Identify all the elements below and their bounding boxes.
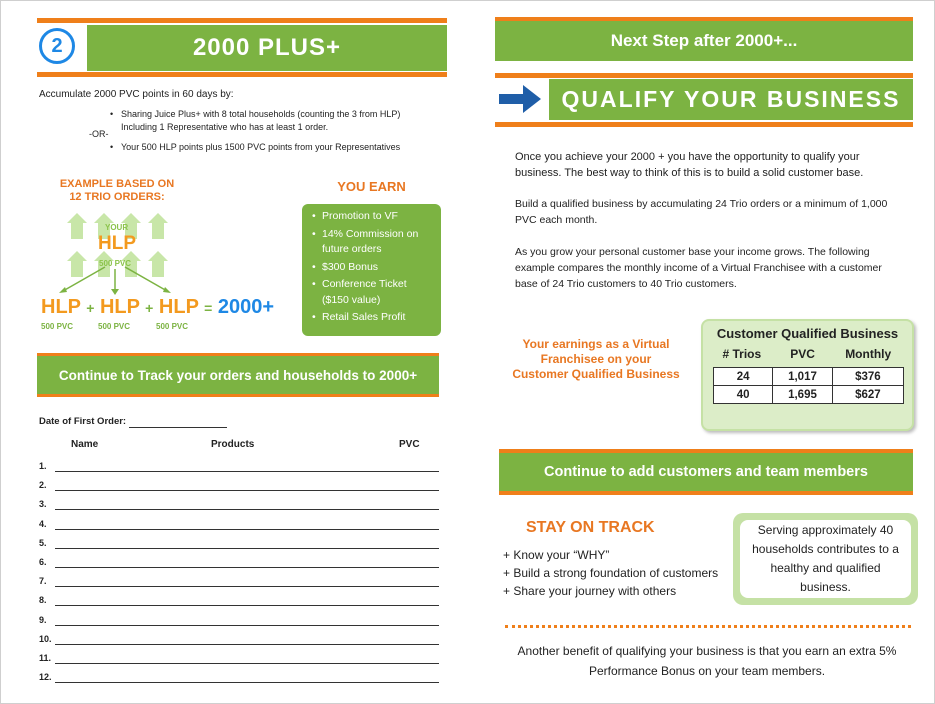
serving-inner <box>740 520 911 598</box>
pvc-label-1: 500 PVC <box>41 322 74 331</box>
house-icon <box>67 213 87 239</box>
row-number: 9. <box>39 614 47 625</box>
next-step-banner <box>495 21 913 61</box>
para-3: As you grow your personal customer base your income grows. The following example compares the monthly income of a Virtual Franchisee with a customer base of 24 Trio customers to 40 Trio customers. <box>515 246 882 290</box>
qualify-title: QUALIFY YOUR BUSINESS <box>561 86 901 112</box>
bullet-1: • Sharing Juice Plus+ with 8 total households (counting the 3 from HLP) Including 1 Representative who has at least 1 order. <box>110 109 401 132</box>
qualify-banner <box>549 79 913 120</box>
cq-header-pvc: PVC <box>790 347 815 361</box>
row-entry-line[interactable] <box>55 471 439 472</box>
col-name: Name <box>71 439 99 450</box>
cq-cell: 40 <box>714 386 773 404</box>
row-number: 7. <box>39 576 47 587</box>
track-bottom-rule <box>37 394 439 397</box>
row-entry-line[interactable] <box>55 490 439 491</box>
equation-equals: = <box>204 300 213 316</box>
arrow-right-icon <box>497 81 545 122</box>
stay-title: STAY ON TRACK <box>526 519 655 536</box>
cq-table <box>713 367 904 404</box>
stay-item: + Build a strong foundation of customers <box>503 566 719 580</box>
diagram-arrows <box>41 263 181 297</box>
qualify-top-rule <box>495 73 913 78</box>
earnings-text: Your earnings as a Virtual Franchisee on your Customer Qualified Business <box>512 337 680 381</box>
equation-hlp-3: HLP <box>158 296 199 318</box>
serving-box <box>733 513 918 605</box>
pvc-label-3: 500 PVC <box>156 322 189 331</box>
page-title: 2000 PLUS+ <box>192 34 342 61</box>
example-line-2: 12 TRIO ORDERS: <box>69 191 165 203</box>
or-label: -OR- <box>89 129 109 139</box>
equation-result: 2000+ <box>217 296 275 318</box>
row-number: 6. <box>39 557 47 567</box>
table-row <box>714 386 904 404</box>
cq-header-trios: # Trios <box>722 347 762 361</box>
continue-banner <box>499 453 913 491</box>
your-label: YOUR <box>105 223 129 232</box>
benefit-text <box>501 641 913 681</box>
center-hlp-label: HLP <box>98 233 136 254</box>
dotted-divider <box>505 625 911 628</box>
house-icon <box>148 213 168 239</box>
cq-cell: 1,017 <box>773 368 833 386</box>
stay-item: + Share your journey with others <box>503 584 677 598</box>
step-number: 2 <box>51 34 63 57</box>
row-entry-line[interactable] <box>55 548 439 549</box>
earn-item: • Promotion to VF <box>310 209 433 225</box>
row-number: 1. <box>39 461 47 471</box>
earn-item: • Retail Sales Profit <box>310 310 433 326</box>
title-top-rule <box>37 18 447 23</box>
equation-plus-2: + <box>145 300 154 316</box>
row-entry-line[interactable] <box>55 509 439 510</box>
title-banner <box>87 25 447 71</box>
stay-item: + Know your “WHY” <box>503 548 610 562</box>
bullet-2-text: Your 500 HLP points plus 1500 PVC points from your Representatives <box>121 142 401 152</box>
pvc-label-2: 500 PVC <box>98 322 131 331</box>
bullet-2: • Your 500 HLP points plus 1500 PVC points from your Representatives <box>110 142 401 152</box>
row-entry-line[interactable] <box>55 625 439 626</box>
equation-hlp-1: HLP <box>41 296 81 318</box>
row-number: 2. <box>39 480 47 491</box>
row-entry-line[interactable] <box>55 682 439 683</box>
step-number-badge <box>39 28 75 64</box>
row-number: 8. <box>39 595 47 606</box>
equation-plus-1: + <box>86 300 95 316</box>
row-number: 3. <box>39 499 47 510</box>
para-1: Once you achieve your 2000 + you have the opportunity to qualify your business. The best way to think of this is to build a solid customer base. <box>515 151 864 179</box>
date-label: Date of First Order: <box>39 416 127 427</box>
cq-box <box>701 319 914 431</box>
qualify-bottom-rule <box>495 122 913 127</box>
row-entry-line[interactable] <box>55 586 439 587</box>
cq-cell: 1,695 <box>773 386 833 404</box>
cq-cell: 24 <box>714 368 773 386</box>
row-entry-line[interactable] <box>55 663 439 664</box>
cq-header-monthly: Monthly <box>845 347 892 361</box>
bullet-1-line-2: Including 1 Representative who has at least 1 order. <box>121 122 329 132</box>
row-number: 5. <box>39 537 47 548</box>
date-first-order <box>39 416 126 427</box>
intro-text: Accumulate 2000 PVC points in 60 days by: <box>39 89 234 100</box>
title-bottom-rule <box>37 72 447 77</box>
continue-bottom-rule <box>499 491 913 495</box>
center-pvc-label: 500 PVC <box>99 259 132 268</box>
you-earn-title: YOU EARN <box>337 179 406 194</box>
benefit-line-2: Performance Bonus on your team members. <box>588 664 826 678</box>
earn-item: • $300 Bonus <box>310 260 433 276</box>
para-2: Build a qualified business by accumulating 24 Trio orders or a minimum of 1,000 PVC each month. <box>515 198 888 226</box>
track-banner-text: Continue to Track your orders and households to 2000+ <box>58 367 418 383</box>
stay-list <box>503 546 718 600</box>
benefit-line-1: Another benefit of qualifying your business is that you earn an extra 5% <box>517 644 897 658</box>
example-heading <box>39 178 195 204</box>
bullet-1-line-1: Sharing Juice Plus+ with 8 total households (counting the 3 from HLP) <box>121 109 401 119</box>
row-number: 12. <box>39 672 52 683</box>
cq-cell: $627 <box>832 386 903 404</box>
row-entry-line[interactable] <box>55 605 439 606</box>
track-banner <box>37 356 439 394</box>
cq-header-row <box>711 347 904 361</box>
hlp-equation <box>41 296 274 319</box>
row-entry-line[interactable] <box>55 644 439 645</box>
row-number: 4. <box>39 518 47 529</box>
cq-title: Customer Qualified Business <box>716 326 899 341</box>
col-products: Products <box>211 439 255 450</box>
serving-text: Serving approximately 40 households contributes to a healthy and qualified business. <box>752 523 899 594</box>
cq-cell: $376 <box>832 368 903 386</box>
row-entry-line[interactable] <box>55 567 439 568</box>
row-number: 10. <box>39 633 52 644</box>
next-step-text: Next Step after 2000+... <box>610 31 798 50</box>
earn-item: • 14% Commission on future orders <box>310 227 433 258</box>
row-entry-line[interactable] <box>55 529 439 530</box>
continue-banner-text: Continue to add customers and team members <box>544 464 868 480</box>
col-pvc: PVC <box>399 439 420 450</box>
example-line-1: EXAMPLE BASED ON <box>59 178 175 190</box>
table-row <box>714 368 904 386</box>
you-earn-box <box>302 204 441 336</box>
row-number: 11. <box>39 653 52 663</box>
earn-item: • Conference Ticket ($150 value) <box>310 277 433 308</box>
equation-hlp-2: HLP <box>99 296 140 318</box>
date-line[interactable] <box>129 427 227 428</box>
